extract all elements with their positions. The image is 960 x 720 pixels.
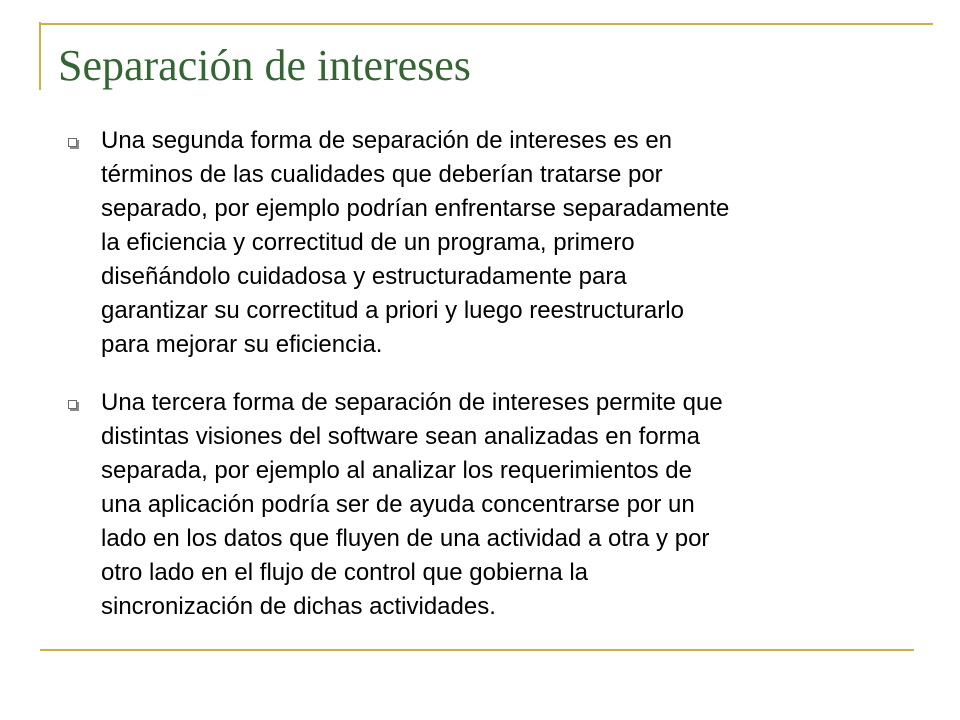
text-line: una aplicación podría ser de ayuda concentrarse por un — [101, 491, 695, 518]
bullet-text — [101, 124, 936, 362]
text-line: separado, por ejemplo podrían enfrentarse separadamente — [101, 195, 730, 222]
bullet-text — [101, 386, 936, 624]
text-line: términos de las cualidades que deberían tratarse por — [101, 161, 663, 188]
text-line: distintas visiones del software sean analizadas en forma — [101, 423, 700, 450]
bottom-rule — [40, 649, 914, 651]
text-line: separada, por ejemplo al analizar los requerimientos de — [101, 457, 692, 484]
left-rule — [39, 22, 41, 90]
bullet-item-1 — [0, 124, 960, 362]
text-line: la eficiencia y correctitud de un programa, primero — [101, 229, 635, 256]
text-line: otro lado en el flujo de control que gobierna la — [101, 559, 589, 586]
text-line: diseñándolo cuidadosa y estructuradamente para — [101, 263, 627, 290]
hollow-square-bullet-icon — [68, 400, 77, 409]
text-line: para mejorar su eficiencia. — [101, 331, 383, 358]
bullet-list — [0, 124, 960, 624]
text-line: Una segunda forma de separación de intereses es en — [101, 127, 673, 154]
hollow-square-bullet-icon — [68, 138, 77, 147]
text-line: lado en los datos que fluyen de una actividad a otra y por — [101, 525, 710, 552]
text-line: garantizar su correctitud a priori y luego reestructurarlo — [101, 297, 684, 324]
top-rule — [40, 23, 933, 25]
slide-title: Separación de intereses — [58, 41, 471, 90]
bullet-item-2 — [0, 386, 960, 624]
text-line: Una tercera forma de separación de intereses permite que — [101, 389, 723, 416]
text-line: sincronización de dichas actividades. — [101, 593, 496, 620]
